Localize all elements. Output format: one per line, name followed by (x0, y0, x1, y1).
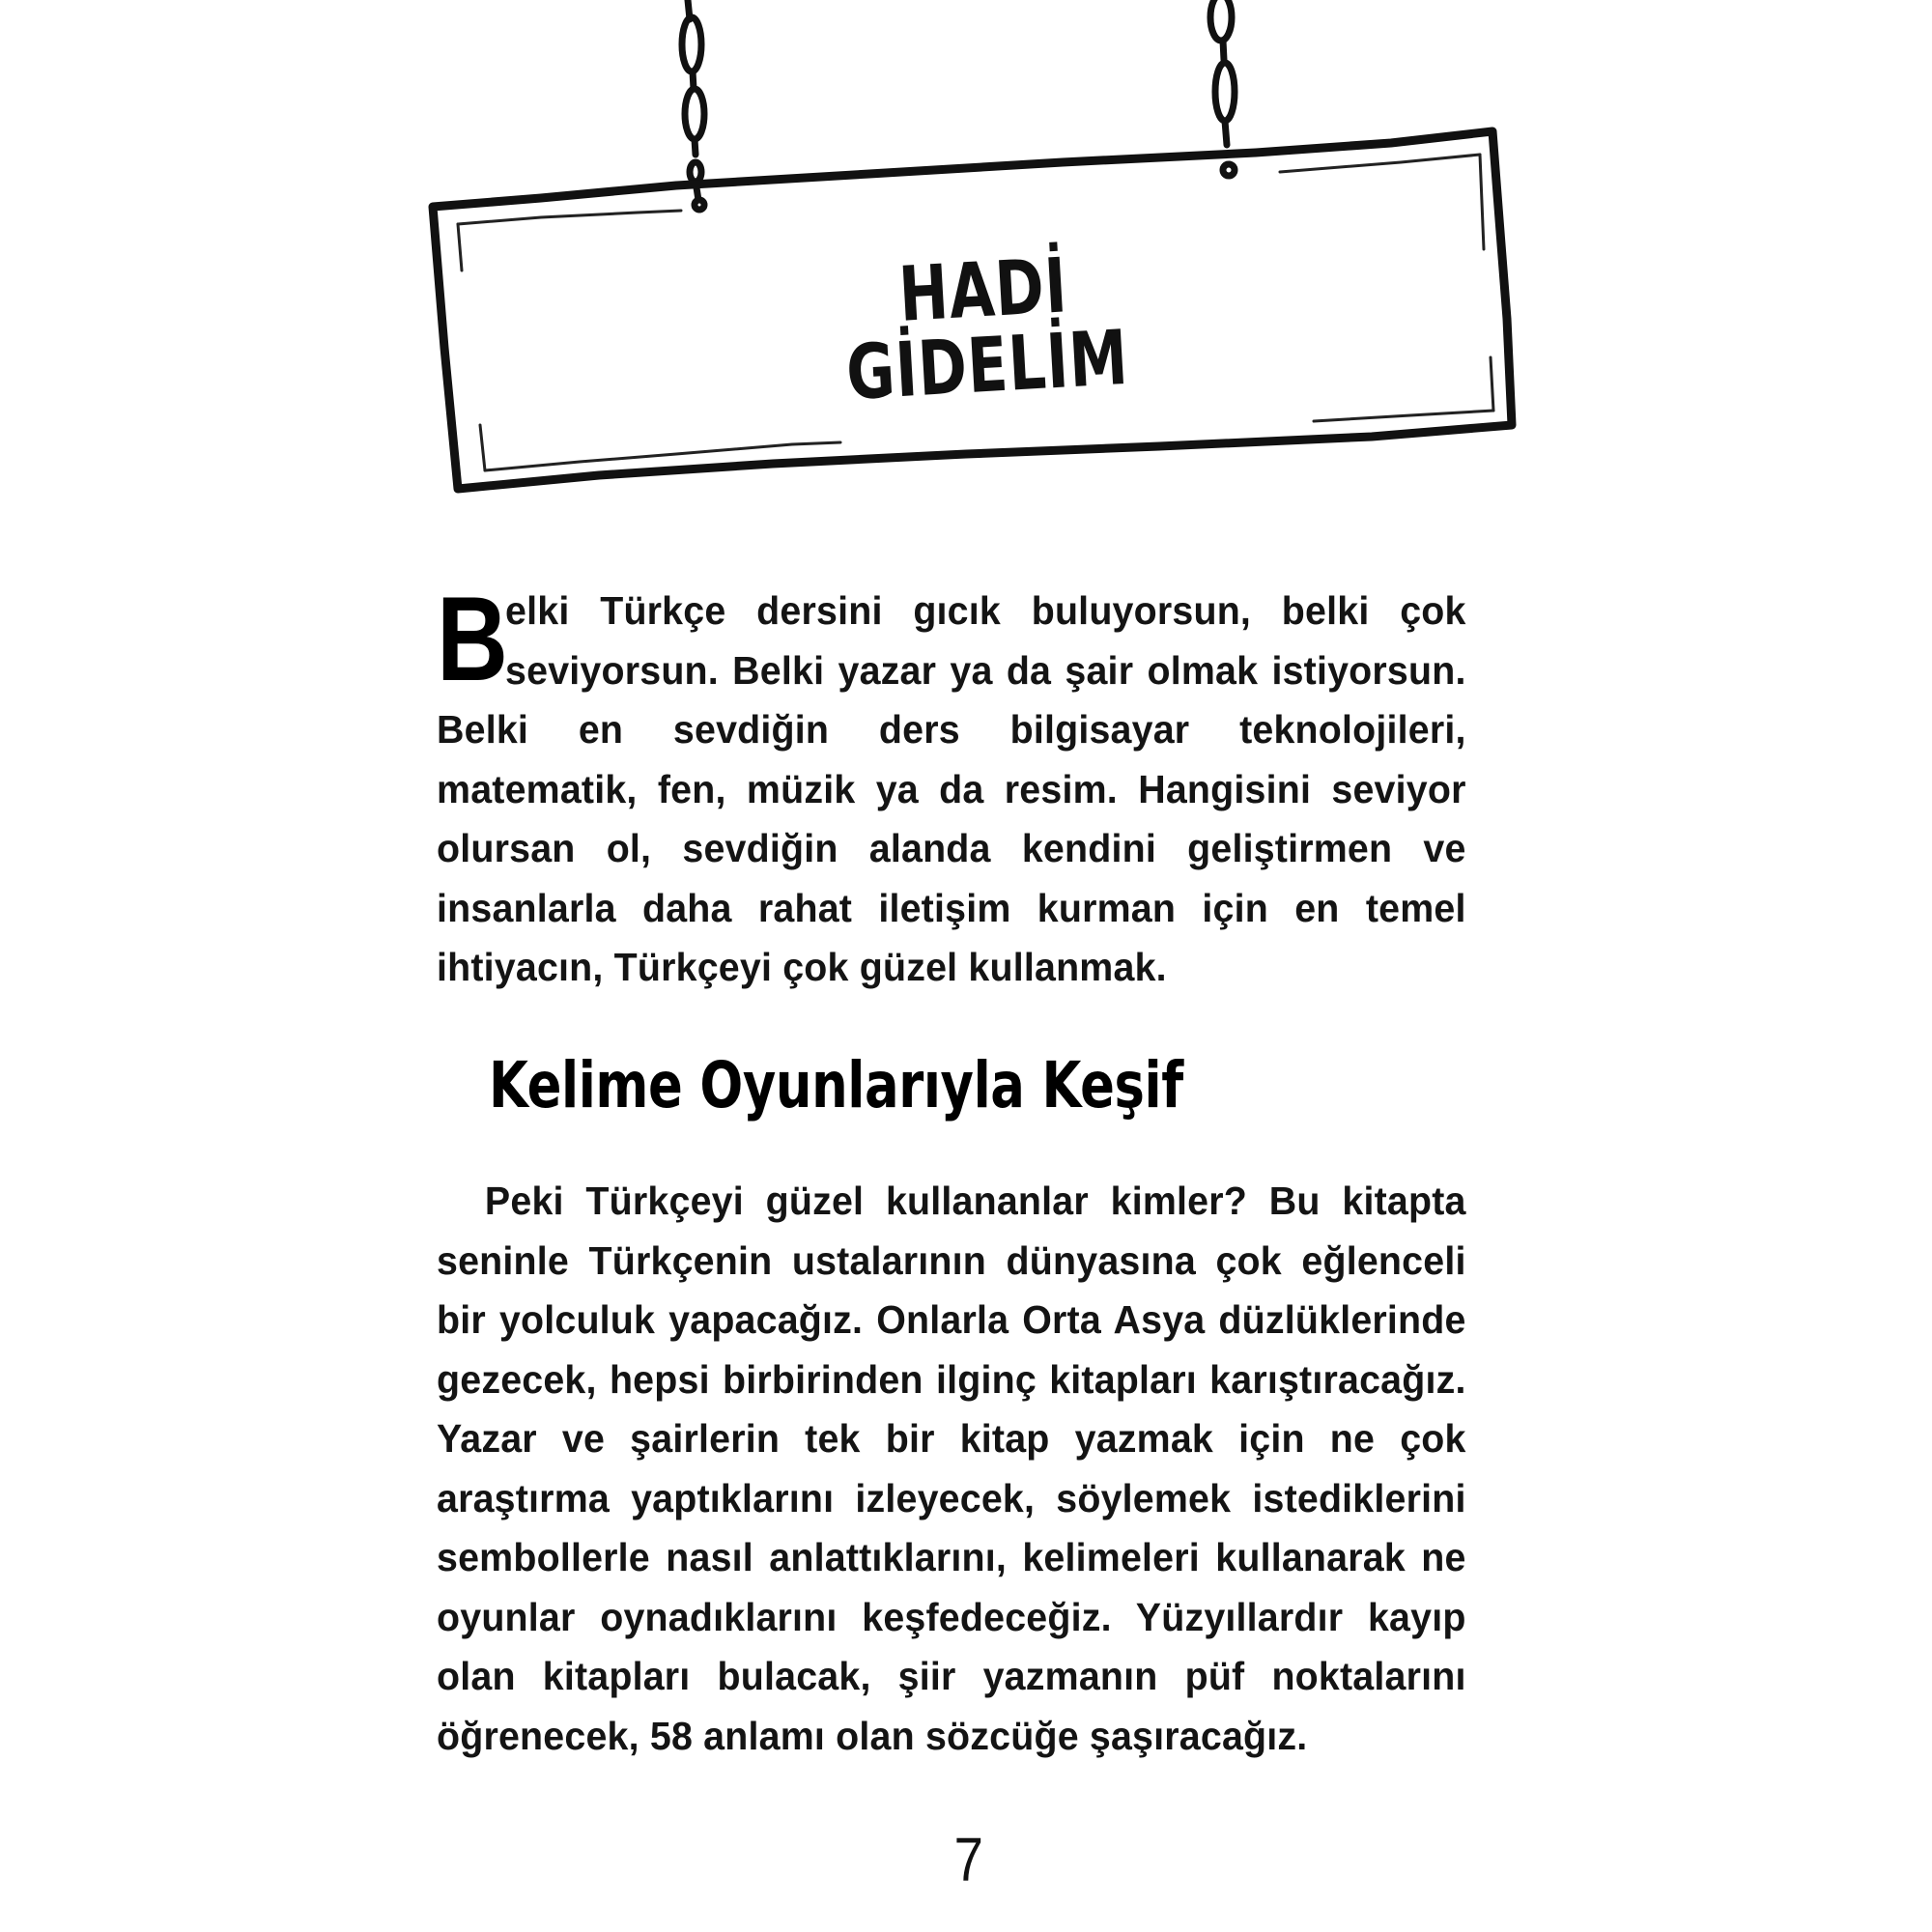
sign-title: HADİ GİDELİM (843, 242, 1131, 418)
left-chain-icon (682, 0, 704, 210)
intro-text: elki Türkçe dersini gıcık buluyorsun, belki çok seviyorsun. Belki yazar ya da şair olmak istiyorsun. Belki en sevdiğin ders bilgisayar teknolojileri, matematik, fen, müzik ya da resim. Hangisini seviyor olursan ol, sevdiğin alanda kendini geliştirmen ve insanlarla daha rahat iletişim kurman için en temel ihtiyacın, Türkçeyi çok güzel kullanmak. (437, 588, 1466, 989)
section-text: Peki Türkçeyi güzel kullananlar kimler? Bu kitapta seninle Türkçenin ustalarının dünyasına çok eğlenceli bir yolculuk yapacağız. Onlarla Orta Asya düzlüklerinde gezecek, hepsi birbirinden ilginç kitapları karıştıracağız. Yazar ve şairlerin tek bir kitap yazmak için ne çok araştırma yaptıklarını izleyecek, söylemek istediklerini sembollerle nasıl anlattıklarını, kelimeleri kullanarak ne oyunlar oynadıklarını keşfedeceğiz. Yüzyıllardır kayıp olan kitapları bulacak, şiir yazmanın püf noktalarını öğrenecek, 58 anlamı olan sözcüğe şaşıracağız. (437, 1179, 1466, 1758)
section-paragraph (437, 1172, 1466, 1766)
page-number: 7 (953, 1825, 983, 1894)
right-chain-icon (1210, 0, 1235, 176)
section-heading: Kelime Oyunlarıyla Keşif (489, 1048, 1183, 1122)
drop-cap: B (437, 573, 509, 706)
intro-paragraph (437, 573, 1466, 998)
